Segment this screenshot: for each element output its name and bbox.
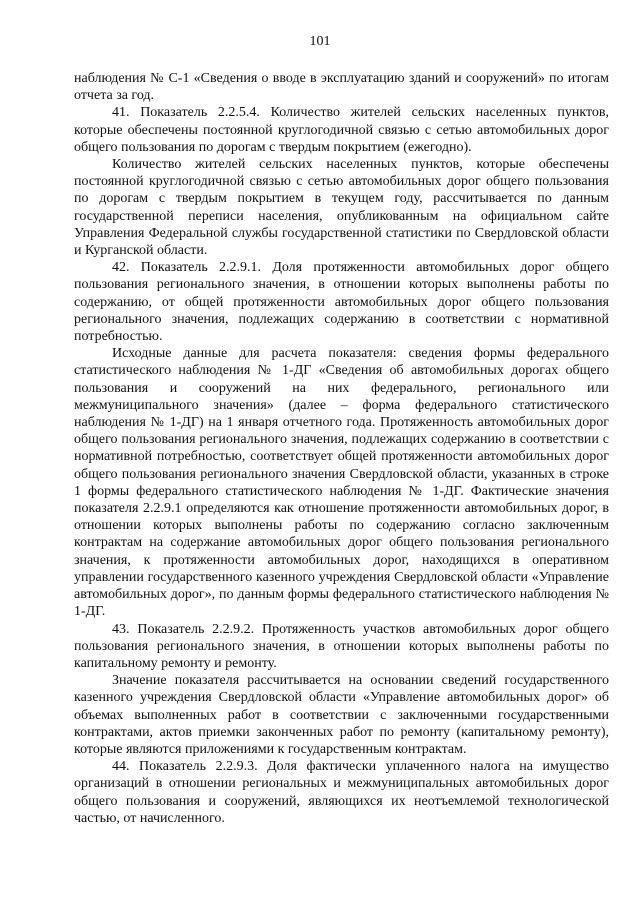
paragraph-indicator-43: 43. Показатель 2.2.9.2. Протяженность участков автомобильных дорог общего пользования регионального значения, в отношении которых выполнены работы по капитальному ремонту и ремонту. xyxy=(74,621,609,671)
paragraph-indicator-43-method: Значение показателя рассчитывается на основании сведений государственного казенного учреждения Свердловской области «Управление автомобильных дорог» об объемах выполненных работ в соответствии с заключенными государственными контрактами, актов приемки законченных работ по ремонту (капитальному ремонту), которые являются приложениями к государственным контрактам. xyxy=(74,673,609,757)
paragraph-indicator-41-method: Количество жителей сельских населенных пунктов, которые обеспечены постоянной круглогодичной связью с сетью автомобильных дорог общего пользования по дорогам с твердым покрытием в текущем году, рассчитывается по данным государственной переписи населения, опубликованным на официальном сайте Управления Федеральной службы государственной статистики по Свердловской области и Курганской области. xyxy=(74,157,609,259)
document-body xyxy=(74,70,609,827)
paragraph-indicator-42-method: Исходные данные для расчета показателя: сведения формы федерального статистического наблюдения № 1-ДГ «Сведения об автомобильных дорогах общего пользования и сооружений на них федерального, регионального или межмуниципального значения» (далее – форма федерального статистического наблюдения № 1-ДГ) на 1 января отчетного года. Протяженность автомобильных дорог общего пользования регионального значения, подлежащих содержанию в соответствии с нормативной потребностью, соответствует общей протяженности автомобильных дорог общего пользования регионального значения Свердловской области, указанных в строке 1 формы федерального статистического наблюдения № 1-ДГ. Фактические значения показателя 2.2.9.1 определяются как отношение протяженности автомобильных дорог, в отношении которых выполнены работы по содержанию согласно заключенным контрактам на содержание автомобильных дорог общего пользования регионального значения, к протяженности автомобильных дорог, находящихся в оперативном управлении государственного казенного учреждения Свердловской области «Управление автомобильных дорог», по данным формы федерального статистического наблюдения № 1-ДГ. xyxy=(74,346,609,620)
paragraph-indicator-42: 42. Показатель 2.2.9.1. Доля протяженности автомобильных дорог общего пользования регионального значения, в отношении которых выполнены работы по содержанию, от общей протяженности автомобильных дорог общего пользования регионального значения, подлежащих содержанию в соответствии с нормативной потребностью. xyxy=(74,260,609,345)
paragraph-indicator-44: 44. Показатель 2.2.9.3. Доля фактически уплаченного налога на имущество организаций в отношении региональных и межмуниципальных автомобильных дорог общего пользования и сооружений, являющихся их неотъемлемой технологической частью, от начисленного. xyxy=(74,759,609,826)
paragraph-continuation: наблюдения № С-1 «Сведения о вводе в эксплуатацию зданий и сооружений» по итогам отчета за год. xyxy=(74,71,609,104)
page-number: 101 xyxy=(309,34,331,49)
paragraph-indicator-41: 41. Показатель 2.2.5.4. Количество жителей сельских населенных пунктов, которые обеспечены постоянной круглогодичной связью с сетью автомобильных дорог общего пользования по дорогам с твердым покрытием (ежегодно). xyxy=(74,105,609,155)
